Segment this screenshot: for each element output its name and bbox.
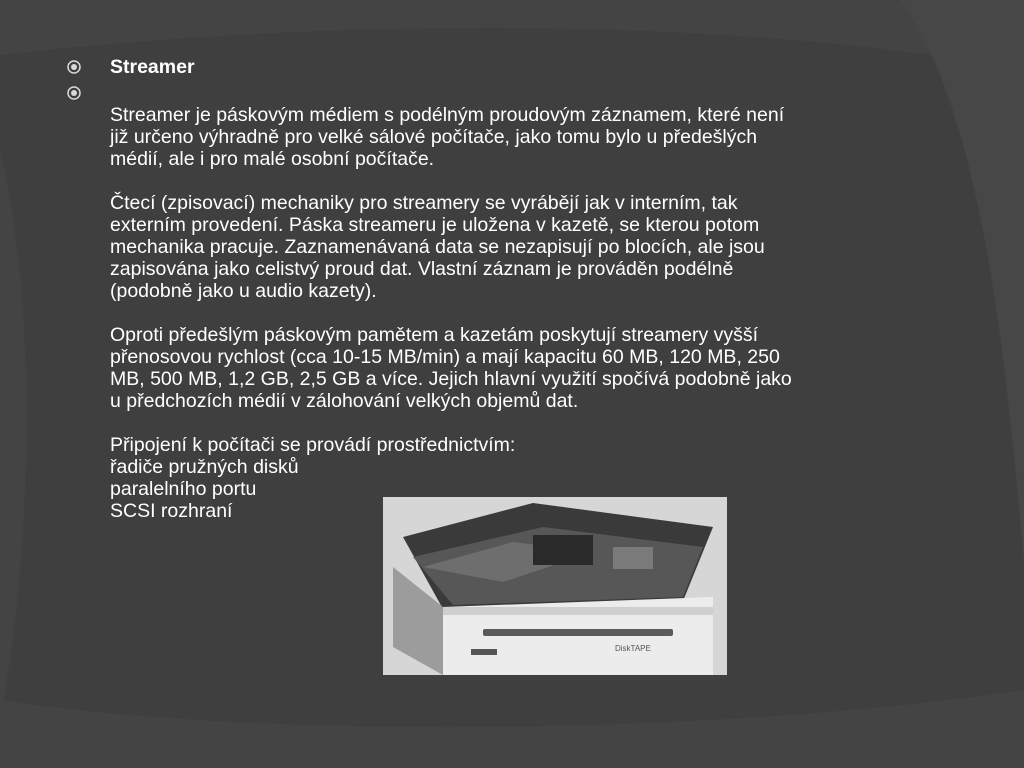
body-text <box>66 104 966 522</box>
slide-content <box>66 56 966 522</box>
tape-drive-photo <box>383 497 727 675</box>
circle-bullet-icon <box>66 85 82 101</box>
bullet-item-body <box>66 82 966 104</box>
paragraph-intro: Streamer je páskovým médiem s podélným proudovým záznamem, které není již určeno výhradně pro velké sálové počítače, jako tomu bylo u předešlých médií, ale i pro malé osobní počítače. <box>110 104 785 170</box>
tape-drive-brand-label: DiskTAPE <box>615 644 651 653</box>
slide-heading: Streamer <box>110 56 195 78</box>
paragraph-connection: Připojení k počítači se provádí prostřednictvím: řadiče pružných disků paralelního portu SCSI rozhraní <box>110 434 516 522</box>
circle-bullet-icon <box>66 59 82 75</box>
paragraph-mechanics: Čtecí (zpisovací) mechaniky pro streamery se vyrábějí jak v interním, tak externím provedení. Páska streameru je uložena v kazetě, se kterou potom mechanika pracuje. Zaznamenávaná data se nezapisují po blocích, ale jsou zapisována jako celistvý proud dat. Vlastní záznam je prováděn podélně (podobně jako u audio kazety). <box>110 192 765 302</box>
paragraph-performance: Oproti předešlým páskovým pamětem a kazetám poskytují streamery vyšší přenosovou rychlost (cca 10-15 MB/min) a mají kapacitu 60 MB, 120 MB, 250 MB, 500 MB, 1,2 GB, 2,5 GB a více. Jejich hlavní využití spočívá podobně jako u předchozích médií v zálohování velkých objemů dat. <box>110 324 792 412</box>
bullet-item-streamer <box>66 56 966 82</box>
